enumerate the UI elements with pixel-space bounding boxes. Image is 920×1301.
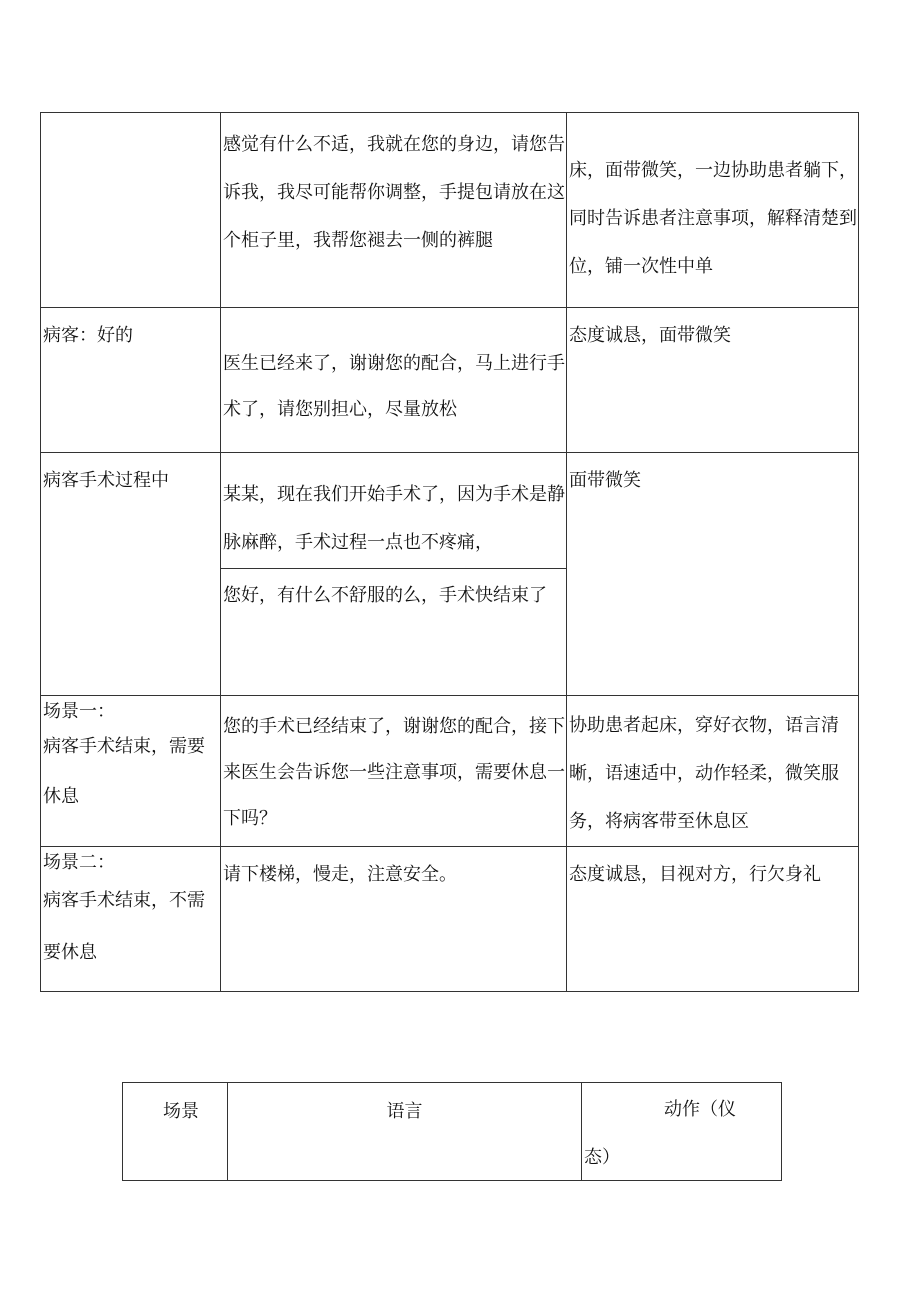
- speech-part-a: 某某，现在我们开始手术了，因为手术是静脉麻醉，手术过程一点也不疼痛，: [221, 453, 566, 569]
- scene-title: 场景一：: [43, 701, 115, 722]
- scene-title: 场景二：: [43, 852, 115, 873]
- action-cell: 态度诚恳，面带微笑: [567, 308, 859, 453]
- table-row: [123, 1083, 782, 1181]
- speech-cell: 请下楼梯，慢走，注意安全。: [221, 847, 567, 992]
- action-cell: 面带微笑: [567, 453, 859, 696]
- header-action: [582, 1083, 782, 1181]
- scene-cell: [41, 847, 221, 992]
- table-row: [41, 696, 859, 847]
- action-cell: 协助患者起床，穿好衣物，语言清晰，语速适中，动作轻柔，微笑服务，将病客带至休息区: [567, 696, 859, 847]
- scene-text: 病客手术结束，需要休息: [43, 736, 205, 807]
- action-cell: 床，面带微笑，一边协助患者躺下，同时告诉患者注意事项，解释清楚到位，铺一次性中单: [567, 113, 859, 308]
- speech-cell-split: [221, 453, 567, 696]
- header-speech: 语言: [228, 1083, 582, 1181]
- header-action-line1: 动作（仪: [664, 1099, 736, 1120]
- table-row: [41, 308, 859, 453]
- speech-cell: 医生已经来了，谢谢您的配合，马上进行手术了，请您别担心，尽量放松: [221, 308, 567, 453]
- header-scene: 场景: [123, 1083, 228, 1181]
- table-row: [41, 453, 859, 696]
- scene-cell: 病客手术过程中: [41, 453, 221, 696]
- table-row: [41, 847, 859, 992]
- speech-cell: 感觉有什么不适，我就在您的身边，请您告诉我，我尽可能帮你调整，手提包请放在这个柜子里，我帮您褪去一侧的裤腿: [221, 113, 567, 308]
- speech-part-b: 您好，有什么不舒服的么，手术快结束了: [223, 585, 547, 606]
- scene-cell: 病客：好的: [41, 308, 221, 453]
- action-cell: 态度诚恳，目视对方，行欠身礼: [567, 847, 859, 992]
- script-table: [40, 112, 859, 992]
- table-row: [41, 113, 859, 308]
- scene-text: 病客手术结束，不需要休息: [43, 890, 205, 963]
- header-action-line2: 态）: [584, 1147, 620, 1168]
- scene-cell: [41, 113, 221, 308]
- header-table: [122, 1082, 782, 1181]
- scene-cell: [41, 696, 221, 847]
- speech-cell: 您的手术已经结束了，谢谢您的配合，接下来医生会告诉您一些注意事项，需要休息一下吗？: [221, 696, 567, 847]
